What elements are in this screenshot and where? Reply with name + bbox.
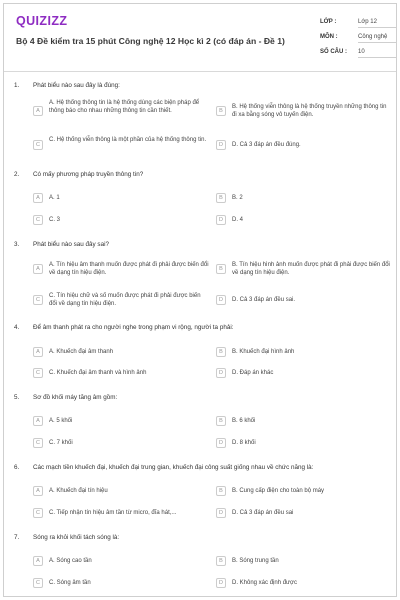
option-letter-box: C <box>33 368 43 378</box>
option-text: D. 4 <box>232 217 244 223</box>
option-text: A. Khuếch đại tín hiệu <box>49 488 108 494</box>
question-text: Phát biểu nào sau đây sai? <box>33 241 109 248</box>
question-number: 3. <box>14 241 20 248</box>
meta-subject-value: Công nghệ <box>358 34 396 43</box>
option-text: C. Hệ thống viễn thông là một phần của hệ thống thông tin. <box>49 137 207 143</box>
option-letter-box: A <box>33 264 43 274</box>
option-text: B. Tín hiệu hình ảnh muốn được phát đi phải được biến đổi về dạng tín hiệu điện. <box>232 262 390 276</box>
option-text: A. 5 khối <box>49 418 73 424</box>
option-text: A. Tín hiệu âm thanh muốn được phát đi phải được biến đổi về dạng tín hiệu điện. <box>49 262 209 276</box>
option-text: D. Không xác định được <box>232 580 297 586</box>
question-text: Sơ đồ khối máy tăng âm gồm: <box>33 394 118 401</box>
question-text: Có mấy phương pháp truyền thông tin? <box>33 171 144 178</box>
option-letter-box: D <box>216 295 226 305</box>
option-letter-box: D <box>216 215 226 225</box>
option-text: B. 6 khối <box>232 418 256 424</box>
option-text: B. Cung cấp điện cho toàn bộ máy <box>232 488 325 494</box>
option-letter-box: C <box>33 578 43 588</box>
question-number: 5. <box>14 394 20 401</box>
option-letter-box: C <box>33 438 43 448</box>
option-letter-box: D <box>216 140 226 150</box>
option-letter-box: D <box>216 578 226 588</box>
option-text: B. Khuếch đại hình ảnh <box>232 349 295 355</box>
question-number: 7. <box>14 534 20 541</box>
option-letter-box: A <box>33 347 43 357</box>
question-number: 6. <box>14 464 20 471</box>
option-text: C. Khuếch đại âm thanh và hình ảnh <box>49 370 147 376</box>
meta-subject-label: MÔN : <box>320 34 338 40</box>
option-text: D. Cả 3 đáp án đều sai <box>232 510 294 516</box>
option-text: D. Cả 3 đáp án đều đúng. <box>232 142 301 148</box>
option-text: A. Hệ thống thông tin là hệ thống dùng các biện pháp để thông báo cho nhau những thông tin cần thiết. <box>49 100 200 114</box>
option-letter-box: B <box>216 347 226 357</box>
meta-class-label: LỚP : <box>320 19 337 25</box>
option-letter-box: D <box>216 368 226 378</box>
option-text: C. Tiếp nhận tín hiệu âm tần từ micro, đĩa hát,... <box>49 510 177 516</box>
option-text: A. Khuếch đại âm thanh <box>49 349 114 355</box>
option-letter-box: C <box>33 140 43 150</box>
worksheet-page <box>3 3 397 597</box>
option-letter-box: A <box>33 556 43 566</box>
question-text: Các mạch tiền khuếch đại, khuếch đại trung gian, khuếch đại công suất giống nhau về chức năng là: <box>33 464 314 471</box>
meta-class-value: Lớp 12 <box>358 19 396 28</box>
option-letter-box: B <box>216 486 226 496</box>
option-text: B. Hệ thống viễn thông là hệ thống truyền những thông tin đi xa bằng sóng vô tuyến điện. <box>232 104 387 118</box>
option-text: C. Tín hiệu chữ và số muốn được phát đi phải được biến đổi về dạng tín hiệu điện. <box>49 293 201 307</box>
option-letter-box: C <box>33 295 43 305</box>
option-letter-box: B <box>216 106 226 116</box>
option-letter-box: B <box>216 264 226 274</box>
option-text: D. 8 khối <box>232 440 256 446</box>
option-text: C. 7 khối <box>49 440 73 446</box>
option-letter-box: B <box>216 193 226 203</box>
option-letter-box: B <box>216 556 226 566</box>
question-text: Để âm thanh phát ra cho người nghe trong phạm vi rộng, người ta phải: <box>33 324 234 331</box>
question-text: Phát biểu nào sau đây là đúng: <box>33 82 120 89</box>
option-text: C. Sóng âm tần <box>49 580 91 586</box>
worksheet-header <box>4 4 396 72</box>
question-text: Sóng ra khỏi khối tách sóng là: <box>33 534 120 541</box>
option-letter-box: B <box>216 416 226 426</box>
meta-count-value: 10 <box>358 49 396 58</box>
option-text: B. 2 <box>232 195 243 201</box>
option-letter-box: C <box>33 508 43 518</box>
option-text: A. 1 <box>49 195 60 201</box>
option-text: C. 3 <box>49 217 61 223</box>
option-letter-box: D <box>216 438 226 448</box>
option-text: D. Đáp án khác <box>232 370 274 376</box>
option-letter-box: A <box>33 416 43 426</box>
quizizz-logo: QUIZIZZ <box>16 14 68 28</box>
meta-count-label: SỐ CÂU : <box>320 49 347 55</box>
option-text: D. Cả 3 đáp án đều sai. <box>232 297 296 303</box>
question-number: 4. <box>14 324 20 331</box>
question-number: 1. <box>14 82 20 89</box>
option-letter-box: C <box>33 215 43 225</box>
option-letter-box: A <box>33 486 43 496</box>
worksheet-title: Bộ 4 Đề kiểm tra 15 phút Công nghệ 12 Học kì 2 (có đáp án - Đề 1) <box>16 36 285 46</box>
option-letter-box: A <box>33 106 43 116</box>
option-letter-box: A <box>33 193 43 203</box>
question-number: 2. <box>14 171 20 178</box>
option-text: B. Sóng trung tần <box>232 558 279 564</box>
option-text: A. Sóng cao tần <box>49 558 92 564</box>
option-letter-box: D <box>216 508 226 518</box>
